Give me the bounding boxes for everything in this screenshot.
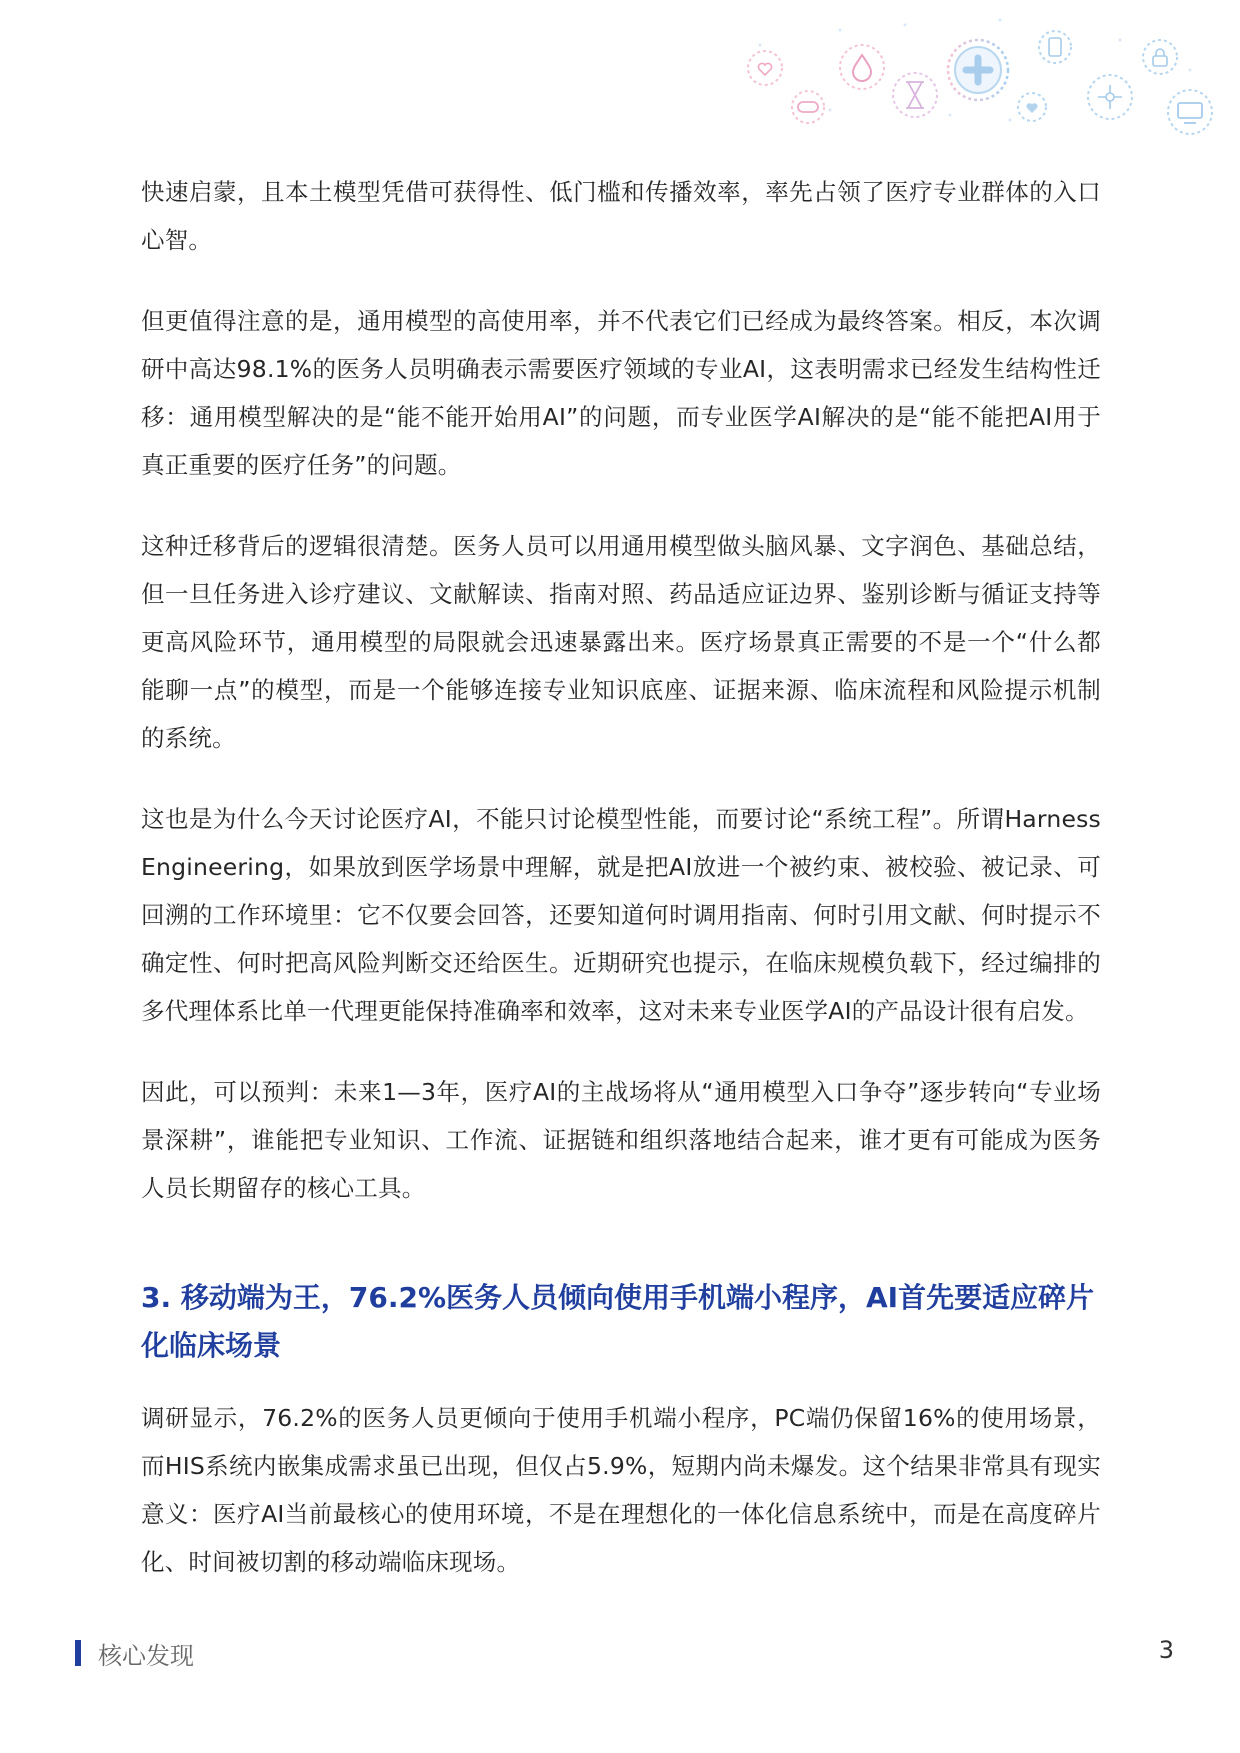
body-paragraph: 因此，可以预判：未来1—3年，医疗AI的主战场将从“通用模型入口争夺”逐步转向“专业场景深耕”，谁能把专业知识、工作流、证据链和组织落地结合起来，谁才更有可能成为医务人员长期留存的核心工具。 <box>141 1078 1101 1202</box>
body-paragraph: 这也是为什么今天讨论医疗AI，不能只讨论模型性能，而要讨论“系统工程”。所谓Harness Engineering，如果放到医学场景中理解，就是把AI放进一个被约束、被校验、被记录、可回溯的工作环境里：它不仅要会回答，还要知道何时调用指南、何时引用文献、何时提示不确定性、何时把高风险判断交还给医生。近期研究也提示，在临床规模负载下，经过编排的多代理体系比单一代理更能保持准确率和效率，这对未来专业医学AI的产品设计很有启发。 <box>141 805 1101 1025</box>
molecule-icon <box>1088 75 1132 119</box>
phone-icon <box>1039 31 1071 63</box>
section-paragraph: 调研显示，76.2%的医务人员更倾向于使用手机端小程序，PC端仍保留16%的使用场景，而HIS系统内嵌集成需求虽已出现，但仅占5.9%，短期内尚未爆发。这个结果非常具有现实意义：医疗AI当前最核心的使用环境，不是在理想化的一体化信息系统中，而是在高度碎片化、时间被切割的移动端临床现场。 <box>141 1404 1101 1576</box>
heart-icon <box>1018 93 1046 121</box>
body-paragraph: 快速启蒙，且本土模型凭借可获得性、低门槛和传播效率，率先占领了医疗专业群体的入口心智。 <box>141 178 1101 254</box>
drop-icon <box>840 45 884 89</box>
footer-section-label: 核心发现 <box>98 1642 194 1670</box>
pill-icon <box>792 91 824 123</box>
medical-icons-decoration <box>0 0 1240 150</box>
monitor-icon <box>1168 90 1212 134</box>
medical-cross-icon <box>948 40 1008 100</box>
section-heading: 3. 移动端为王，76.2%医务人员倾向使用手机端小程序，AI首先要适应碎片化临床场景 <box>141 1281 1095 1362</box>
lock-icon <box>1143 40 1177 74</box>
page-content <box>141 168 1101 1619</box>
body-paragraph: 这种迁移背后的逻辑很清楚。医务人员可以用通用模型做头脑风暴、文字润色、基础总结，但一旦任务进入诊疗建议、文献解读、指南对照、药品适应证边界、鉴别诊断与循证支持等更高风险环节，通用模型的局限就会迅速暴露出来。医疗场景真正需要的不是一个“什么都能聊一点”的模型，而是一个能够连接专业知识底座、证据来源、临床流程和风险提示机制的系统。 <box>141 532 1101 752</box>
body-paragraph: 但更值得注意的是，通用模型的高使用率，并不代表它们已经成为最终答案。相反，本次调研中高达98.1%的医务人员明确表示需要医疗领域的专业AI，这表明需求已经发生结构性迁移：通用模型解决的是“能不能开始用AI”的问题，而专业医学AI解决的是“能不能把AI用于真正重要的医疗任务”的问题。 <box>141 307 1101 479</box>
heart-badge-icon <box>748 51 782 85</box>
hourglass-icon <box>893 73 937 117</box>
page-number: 3 <box>1158 1636 1174 1664</box>
footer-accent-bar <box>75 1640 81 1666</box>
